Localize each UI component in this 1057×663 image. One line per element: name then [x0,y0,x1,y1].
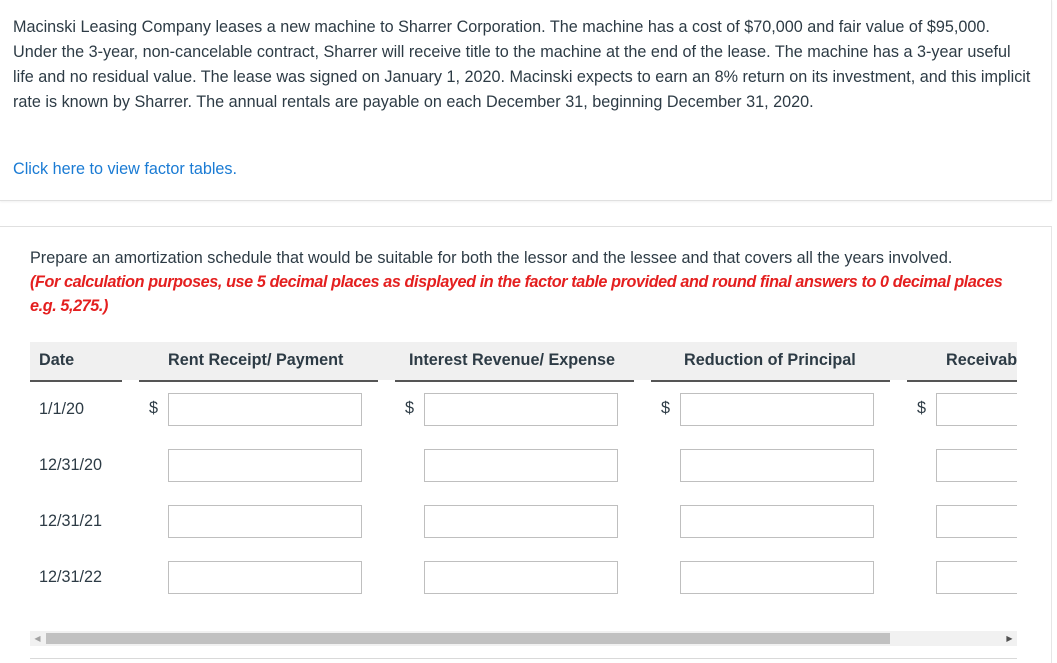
receivable-input[interactable] [936,561,1017,594]
reduction-input[interactable] [680,449,874,482]
interest-input[interactable] [424,561,618,594]
header-underline [907,380,1017,382]
receivable-input[interactable] [936,393,1017,426]
reduction-input[interactable] [680,505,874,538]
table-header [30,342,1017,380]
header-rent: Rent Receipt/ Payment [168,351,344,369]
header-interest: Interest Revenue/ Expense [409,351,616,369]
receivable-input[interactable] [936,449,1017,482]
scroll-right-icon[interactable]: ▶ [1006,634,1013,643]
instructions [30,246,1030,318]
amortization-table [30,342,1017,632]
currency-symbol: $ [917,399,927,417]
rent-input[interactable] [168,393,362,426]
reduction-input[interactable] [680,393,874,426]
question-card [0,0,1052,201]
row-date: 12/31/20 [39,456,103,474]
header-reduction: Reduction of Principal [684,351,856,369]
factor-tables-link[interactable]: Click here to view factor tables. [13,160,238,178]
currency-symbol: $ [149,399,159,417]
header-date: Date [39,351,75,369]
row-date: 1/1/20 [39,400,85,418]
scrollbar-thumb[interactable] [46,633,890,644]
header-underline [139,380,378,382]
header-receivable: Receivab [946,351,1017,369]
header-underline [395,380,634,382]
rent-input[interactable] [168,561,362,594]
interest-input[interactable] [424,393,618,426]
currency-symbol: $ [405,399,415,417]
rent-input[interactable] [168,449,362,482]
header-underline [30,380,122,382]
row-date: 12/31/22 [39,568,103,586]
instructions-text: Prepare an amortization schedule that would be suitable for both the lessor and the lessee and that covers all the years involved. [30,249,953,267]
scroll-left-icon[interactable]: ◀ [34,634,41,643]
interest-input[interactable] [424,505,618,538]
header-underline [651,380,890,382]
rent-input[interactable] [168,505,362,538]
reduction-input[interactable] [680,561,874,594]
calculation-note: (For calculation purposes, use 5 decimal places as displayed in the factor table provided and round final answers to 0 decimal places e.g. 5,275.) [30,273,1003,315]
currency-symbol: $ [661,399,671,417]
divider [30,658,1017,659]
problem-statement: Macinski Leasing Company leases a new machine to Sharrer Corporation. The machine has a cost of $70,000 and fair value of $95,000. Under the 3-year, non-cancelable contract, Sharrer will receive title to the machine at the end of the lease. The machine has a 3-year useful life and no residual value. The lease was signed on January 1, 2020. Macinski expects to earn an 8% return on its investment, and this implicit rate is known by Sharrer. The annual rentals are payable on each December 31, beginning December 31, 2020. [13,18,1031,111]
interest-input[interactable] [424,449,618,482]
row-date: 12/31/21 [39,512,103,530]
horizontal-scrollbar[interactable] [30,631,1017,646]
receivable-input[interactable] [936,505,1017,538]
